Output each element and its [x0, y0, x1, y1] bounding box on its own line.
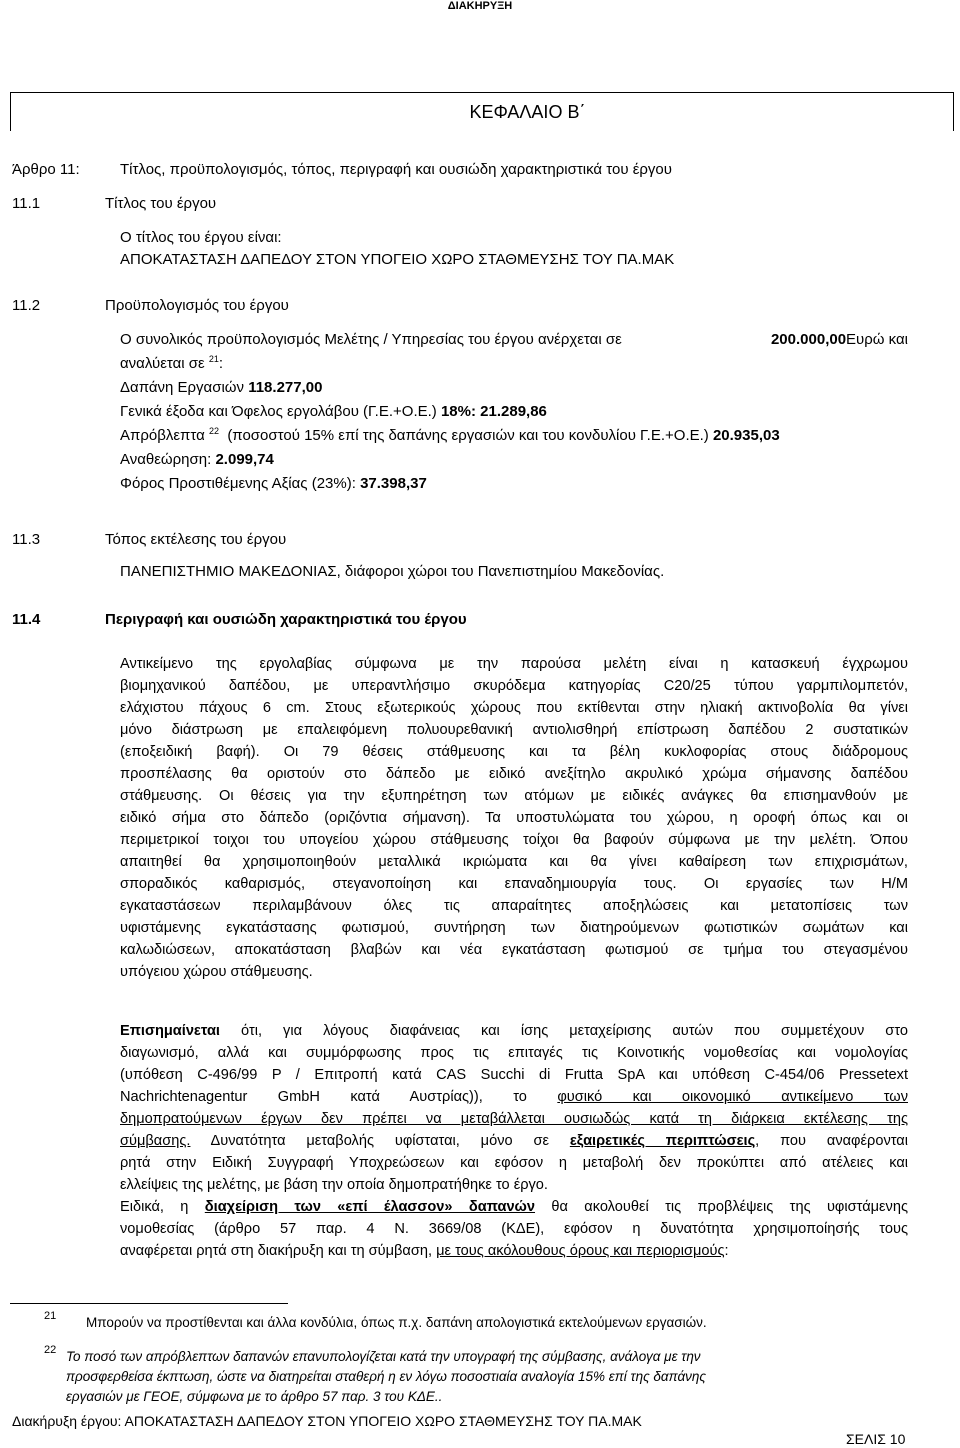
notice-text: , που αναφέρονται — [755, 1133, 908, 1149]
location-text: ΠΑΝΕΠΙΣΤΗΜΙΟ ΜΑΚΕΔΟΝΙΑΣ, διάφοροι χώροι του Πανεπιστημίου Μακεδονίας. — [120, 563, 665, 580]
paragraph-line: στάθμευσης. Οι θέσεις για την εξυπηρέτηση των ατόμων με ειδικές ανάγκες θα επισημανθούν με — [120, 788, 908, 804]
paragraph-line: περιμετρικοί τοιχοι του υπογείου χώρου στάθμευσης τοίχοι θα βαφούν σύμφωνα με την μελέτη. Όπου — [120, 832, 908, 848]
footnote-text — [66, 1387, 442, 1407]
footnote-text-line: εργασιών με ΓΕΟΕ, σύμφωνα με το άρθρο 57 παρ. 3 του ΚΔΕ.. — [66, 1389, 443, 1404]
notice-underlined: σύμβασης. — [120, 1133, 191, 1149]
notice-text: αναφέρεται ρητά στη διακήρυξη και τη σύμβαση, — [120, 1243, 433, 1259]
notice-emphasis: διαχείριση των «επί έλασσον» δαπανών — [204, 1199, 536, 1215]
colon: : — [218, 355, 224, 372]
section-number: 11.1 — [12, 195, 41, 212]
paragraph-line — [120, 1086, 908, 1108]
section-title: Τόπος εκτέλεσης του έργου — [105, 531, 287, 548]
overhead-value: 21.289,86 — [480, 403, 547, 420]
notice-text: ότι, για λόγους διαφάνειας και ίσης μεταχείρισης αυτών που συμμετέχουν στο — [241, 1023, 908, 1039]
description-paragraph — [120, 653, 908, 983]
paragraph-line: απαιτηθεί θα χρησιμοποιηθούν μεταλλικά ικριώματα και θα γίνει καθαίρεση των επιχρισμάτων, — [120, 854, 908, 870]
project-title-label: Ο τίτλος του έργου είναι: — [120, 229, 282, 246]
unforeseen-value: 20.935,03 — [712, 427, 780, 444]
paragraph-line: ρητά στην Ειδική Συγγραφή Υποχρεώσεων και εφόσον η μεταβολή δεν προκύπτει από ατέλειες και — [120, 1155, 908, 1171]
paragraph-line — [120, 1020, 908, 1042]
revision-line — [120, 450, 274, 470]
article-title: Τίτλος, προϋπολογισμός, τόπος, περιγραφή και ουσιώδη χαρακτηριστικά του έργου — [120, 161, 672, 178]
notice-text: Nachrichtenagentur GmbH κατά Αυστρίας)), το — [120, 1089, 527, 1105]
footnote-text: Μπορούν να προστίθενται και άλλα κονδύλια, όπως π.χ. δαπάνη απολογιστικά εκτελούμενων εργασιών. — [86, 1315, 707, 1330]
paragraph-line: δημοπρατούμενων έργων δεν πρέπει να μεταβάλλεται ουσιωδώς κατά τη διάρκεια εκτέλεσης της — [120, 1111, 908, 1127]
colon: : — [724, 1243, 729, 1259]
paragraph-line: βιομηχανικού δαπέδου, με υπεραντλήσιμο σκυρόδεμα κατηγορίας C20/25 τύπου γαρμπιλομπετόν, — [120, 678, 908, 694]
vat-label: Φόρος Προστιθέμενης Αξίας (23%): — [120, 475, 356, 492]
paragraph-line: ειδικό σήμα στο δάπεδο (οριζόντια σήμανση). Τα υποστυλώματα του χώρου, η οροφή όπως και οι — [120, 810, 908, 826]
paragraph-line: υπόγειου χώρου στάθμευσης. — [120, 964, 313, 980]
notice-keyword: Επισημαίνεται — [120, 1023, 220, 1039]
budget-total: 200.000,00 — [770, 331, 847, 348]
footnote-text: Το ποσό των απρόβλεπτων δαπανών επανυπολογίζεται κατά την υπογραφή της σύμβασης, ανάλογα με την — [66, 1349, 701, 1364]
budget-intro-text: Ο συνολικός προϋπολογισμός Μελέτης / Υπηρεσίας του έργου ανέρχεται σε — [120, 331, 622, 348]
footnote-separator — [10, 1303, 288, 1304]
footnote-ref: 22 — [208, 426, 219, 436]
paragraph-line — [120, 1196, 908, 1218]
project-title: ΑΠΟΚΑΤΑΣΤΑΣΗ ΔΑΠΕΔΟΥ ΣΤΟΝ ΥΠΟΓΕΙΟ ΧΩΡΟ ΣΤΑΘΜΕΥΣΗΣ ΤΟΥ ΠΑ.ΜΑΚ — [120, 251, 675, 268]
cost-line — [120, 378, 322, 398]
vat-value: 37.398,37 — [360, 475, 427, 492]
footnote-text: προσφερθείσα έκπτωση, ώστε να διατηρείται σταθερή η εν λόγω ποσοστιαία αναλογία 15% επί της δαπάνης — [66, 1369, 706, 1384]
notice-paragraph — [120, 1020, 908, 1262]
notice-underlined: φυσικό και οικονομικό αντικείμενο των — [557, 1089, 908, 1105]
section-number: 11.4 — [12, 611, 41, 628]
article-number: Άρθρο 11: — [12, 161, 80, 178]
paragraph-line: διαγωνισμό, αλλά και συμμόρφωσης προς τις επιταγές τις Κοινοτικής νομοθεσίας και νομολογίας — [120, 1045, 908, 1061]
paragraph-line: ελάχιστου πάχους 6 cm. Στους εξωτερικούς χώρους που εκτίθενται στην ηλιακή ακτινοβολία θα γίνει — [120, 700, 908, 716]
notice-text: Δυνατότητα μεταβολής υφίσταται, μόνο σε — [210, 1133, 549, 1149]
notice-emphasis: εξαιρετικές περιπτώσεις — [569, 1133, 756, 1149]
paragraph-line — [120, 1240, 908, 1262]
chapter-title: ΚΕΦΑΛΑΙΟ Β΄ — [469, 102, 586, 122]
paragraph-line: καλωδιώσεων, αποκατάσταση βλαβών και νέα εγκατάσταση φωτισμού σε τμήμα του στεγασμένου — [120, 942, 908, 958]
section-title: Περιγραφή και ουσιώδη χαρακτηριστικά του έργου — [105, 611, 467, 628]
paragraph-line: (υπόθεση C-496/99 P / Επιτροπή κατά CAS Succhi di Frutta SpA και υπόθεση C-454/06 Pressetext — [120, 1067, 908, 1083]
unforeseen-label: Απρόβλεπτα — [120, 427, 205, 444]
budget-intro — [120, 330, 908, 350]
overhead-line — [120, 402, 547, 422]
unforeseen-text: (ποσοστού 15% επί της δαπάνης εργασιών και του κονδυλίου Γ.Ε.+Ο.Ε.) — [227, 427, 709, 444]
footnote-number: 22 — [44, 1344, 57, 1356]
section-title: Τίτλος του έργου — [105, 195, 217, 212]
paragraph-line: ελλείψεις της μελέτης, με βάση την οποία δημοπρατήθηκε το έργο. — [120, 1177, 548, 1193]
footnote-ref: 21 — [208, 354, 219, 364]
budget-currency: Ευρώ και — [846, 331, 908, 348]
vat-line — [120, 474, 427, 494]
footer-title: Διακήρυξη έργου: ΑΠΟΚΑΤΑΣΤΑΣΗ ΔΑΠΕΔΟΥ ΣΤΟΝ ΥΠΟΓΕΙΟ ΧΩΡΟ ΣΤΑΘΜΕΥΣΗΣ ΤΟΥ ΠΑ.ΜΑΚ — [12, 1413, 642, 1429]
paragraph-line: προσπέλασης θα οριστούν στο δάπεδο με ειδικό ανεξίτηλο ακρυλικό χρώμα σήμανσης δαπέδου — [120, 766, 908, 782]
paragraph-line — [120, 1130, 908, 1152]
notice-text: Ειδικά, η — [120, 1199, 189, 1215]
notice-text: θα ακολουθεί τις προβλέψεις της υφιστάμενης — [551, 1199, 908, 1215]
overhead-pct: 18%: — [440, 403, 476, 420]
notice-underlined: με τους ακόλουθους όρους και περιορισμούς — [436, 1243, 725, 1259]
overhead-label: Γενικά έξοδα και Όφελος εργολάβου (Γ.Ε.+Ο.Ε.) — [120, 403, 437, 420]
budget-analysis-line — [120, 354, 223, 374]
footnote-number: 21 — [44, 1310, 57, 1322]
unforeseen-line — [120, 426, 780, 446]
paragraph-line: Αντικείμενο της εργολαβίας σύμφωνα με την παρούσα μελέτη είναι η κατασκευή έγχρωμου — [120, 656, 908, 672]
budget-analysis-text: αναλύεται σε — [120, 355, 205, 372]
paragraph-line: υφιστάμενης εγκατάστασης φωτισμού, συντήρηση των διατηρούμενων φωτιστικών σωμάτων και — [120, 920, 908, 936]
section-title: Προϋπολογισμός του έργου — [105, 297, 289, 314]
paragraph-line: (εποξειδική βαφή). Οι 79 θέσεις στάθμευσης και τα βέλη κυκλοφορίας στους διάδρομους — [120, 744, 908, 760]
revision-value: 2.099,74 — [215, 451, 274, 468]
page-number: ΣΕΛΙΣ 10 — [846, 1431, 906, 1447]
cost-value: 118.277,00 — [248, 379, 323, 396]
revision-label: Αναθεώρηση: — [120, 451, 212, 468]
paragraph-line: εγκαταστάσεων περιλαμβάνουν όλες τις απαραίτητες αποξηλώσεις και μετατοπίσεις των — [120, 898, 908, 914]
paragraph-line: νομοθεσίας (άρθρο 57 παρ. 4 Ν. 3669/08 (ΚΔΕ), εφόσον η δυνατότητα χρησιμοποίησής τους — [120, 1221, 908, 1237]
document-header: ΔΙΑΚΗΡΥΞΗ — [447, 0, 513, 12]
paragraph-line: μόνο διάστρωση με επαλειφόμενη πολυουρεθανική αντιολισθηρή επίστρωση δαπέδου 2 συστατικών — [120, 722, 908, 738]
section-number: 11.2 — [12, 297, 41, 314]
paragraph-line: σποραδικός καθαρισμός, στεγανοποίηση και επαναδημιουργία τους. Οι εργασίες των Η/Μ — [120, 876, 908, 892]
cost-label: Δαπάνη Εργασιών — [120, 379, 245, 396]
section-number: 11.3 — [12, 531, 41, 548]
